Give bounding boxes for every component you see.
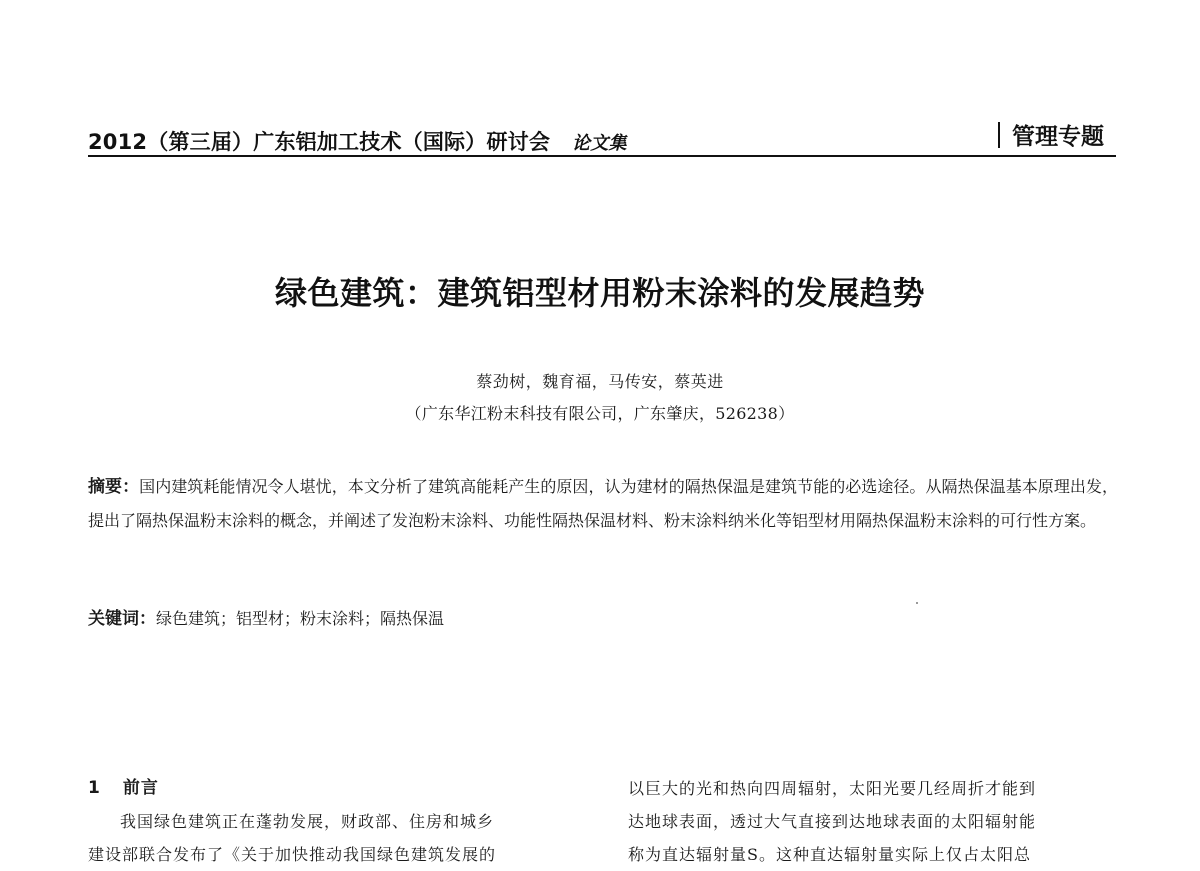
scan-speck [916, 602, 918, 604]
running-header [88, 118, 1118, 158]
header-divider [998, 122, 1000, 148]
section-title: 前言 [122, 778, 159, 798]
keywords-label: 关键词： [88, 609, 156, 629]
abstract [88, 470, 1118, 538]
header-rule [88, 155, 1116, 157]
section-heading [88, 772, 584, 805]
section-tag [998, 118, 1104, 151]
abstract-label: 摘要： [88, 477, 140, 497]
proceedings-name: 2012（第三届）广东铝加工技术（国际）研讨会 [88, 130, 551, 154]
paper-authors: 蔡劲树，魏育福，马传安，蔡英进 [476, 372, 724, 391]
proceedings-title [88, 126, 627, 156]
body-line: 称为直达辐射量S。这种直达辐射量实际上仅占太阳总 [628, 845, 1031, 864]
body-line: 以巨大的光和热向四周辐射，太阳光要几经周折才能到 [628, 779, 1037, 798]
body-line: 我国绿色建筑正在蓬勃发展，财政部、住房和城乡 [120, 812, 495, 831]
paper-affiliation: （广东华江粉末科技有限公司，广东肇庆，526238） [405, 404, 795, 423]
body-column-right [628, 772, 1118, 871]
body-line: 建设部联合发布了《关于加快推动我国绿色建筑发展的 [88, 845, 497, 864]
keywords [88, 604, 1118, 634]
collection-label: 论文集 [572, 133, 627, 154]
body-line: 达地球表面，透过大气直接到达地球表面的太阳辐射能 [628, 812, 1037, 831]
section-tag-label: 管理专题 [1012, 124, 1104, 150]
abstract-text: 国内建筑耗能情况令人堪忧，本文分析了建筑高能耗产生的原因，认为建材的隔热保温是建筑节能的必选途径。从隔热保温基本原理出发，提出了隔热保温粉末涂料的概念，并阐述了发泡粉末涂料、功能性隔热保温材料、粉末涂料纳米化等铝型材用隔热保温粉末涂料的可行性方案。 [88, 477, 1119, 530]
keywords-text: 绿色建筑；铝型材；粉末涂料；隔热保温 [156, 609, 445, 628]
section-number: 1 [88, 778, 101, 798]
paper-title: 绿色建筑：建筑铝型材用粉末涂料的发展趋势 [274, 274, 925, 312]
body-column-left [88, 772, 584, 871]
